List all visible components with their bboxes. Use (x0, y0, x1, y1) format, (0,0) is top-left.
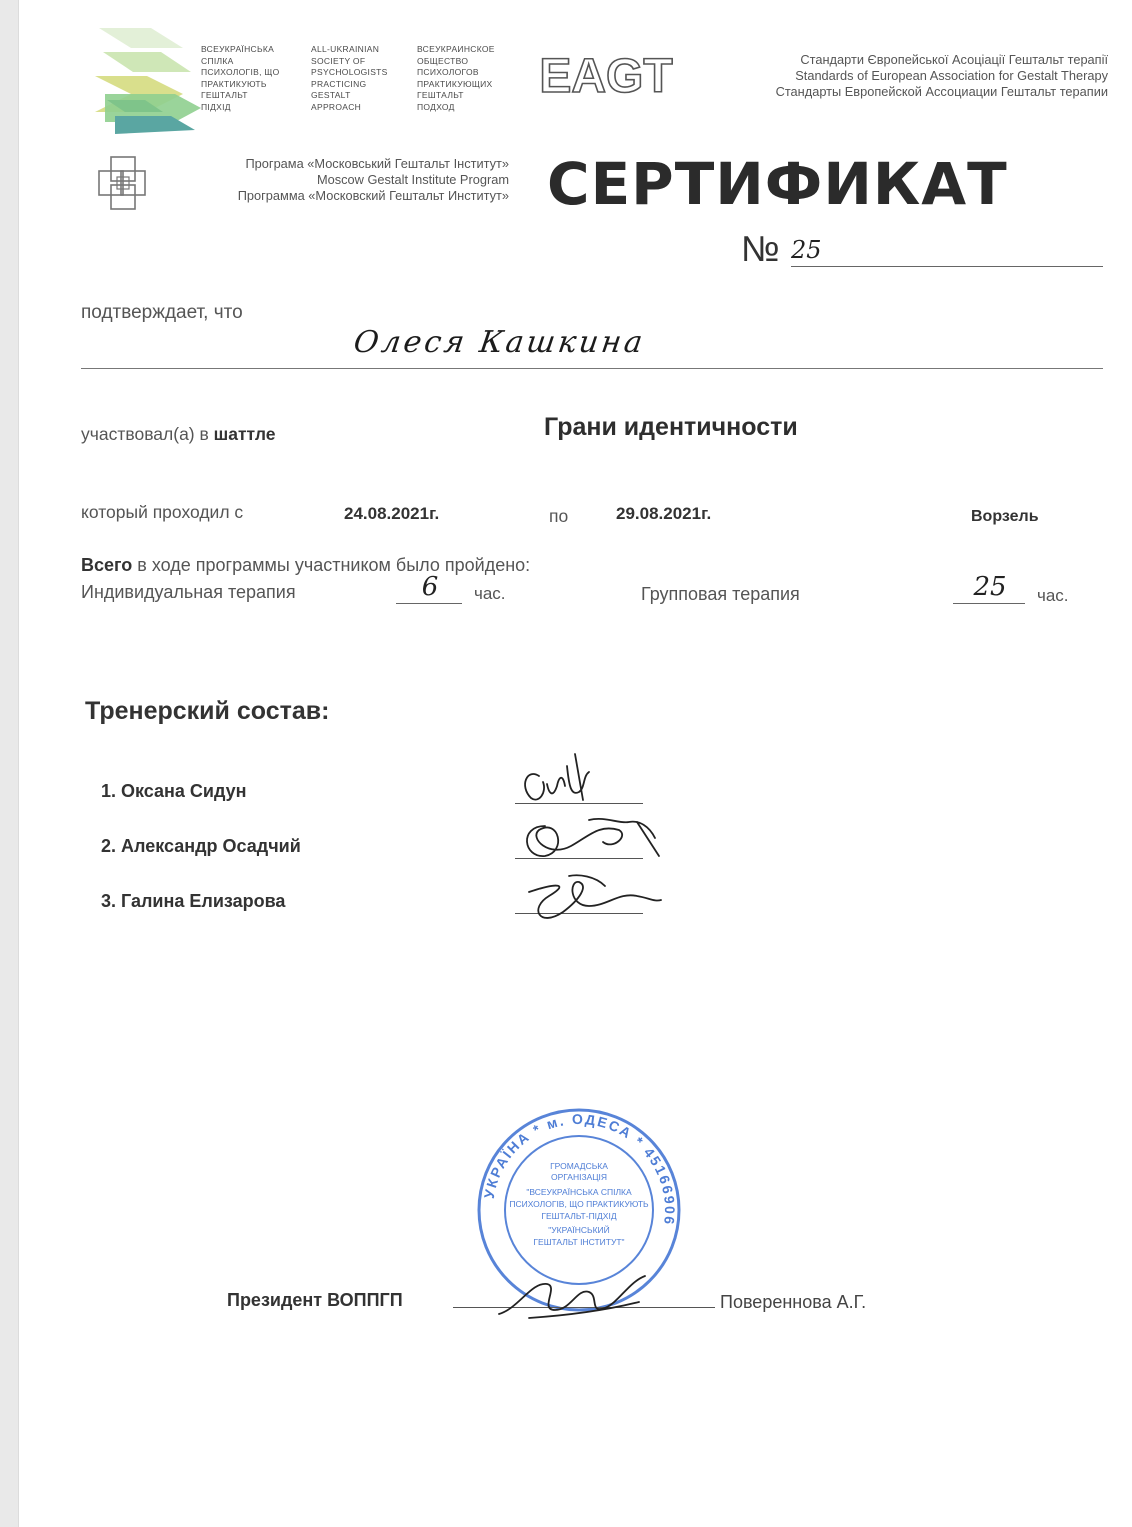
program-en: Moscow Gestalt Institute Program (316, 172, 509, 187)
individual-hours-underline (396, 603, 462, 604)
standards-ru: Стандарты Европейской Ассоциации Гештальт терапии (775, 84, 1108, 99)
total-rest: в ходе программы участником было пройдено: (132, 555, 531, 575)
date-to: 29.08.2021г. (616, 504, 712, 523)
trainer-item: 2. Александр Осадчий (101, 836, 301, 856)
total-bold: Всего (81, 555, 133, 575)
president-label: Президент ВОППГП (227, 1290, 403, 1310)
stamp-outer-text: УКРАЇНА * м. ОДЕСА * 45166906 (480, 1110, 679, 1228)
stamp-line: ГЕШТАЛЬТ ІНСТИТУТ" (533, 1237, 625, 1247)
certificate-number-underline (791, 266, 1103, 267)
program-ru: Программа «Московский Гештальт Институт» (237, 188, 509, 203)
mgi-program (169, 156, 509, 204)
certificate-number-value: 25 (791, 236, 822, 264)
trainer-signatures (509, 746, 669, 946)
certificate-title: СЕРТИФИКАТ (547, 150, 1008, 218)
eagt-logo-text: EAGT (539, 50, 673, 103)
to-label: по (549, 506, 569, 526)
total-statement (81, 555, 530, 576)
stamp-line: "УКРАЇНСЬКИЙ (548, 1225, 610, 1235)
stamp-line: ГРОМАДСЬКА (550, 1161, 608, 1171)
stamp-line: ОРГАНІЗАЦІЯ (550, 1172, 608, 1182)
participant-name-underline (81, 368, 1103, 369)
participated-text: участвовал(а) в (81, 424, 209, 444)
confirms-label: подтверждает, что (81, 302, 243, 323)
standards-en: Standards of European Association for Gestalt Therapy (795, 68, 1108, 83)
program-ua: Програма «Московський Гештальт Інститут» (245, 156, 509, 171)
certificate-sheet (18, 0, 1132, 1527)
trainer-item: 3. Галина Елизарова (101, 891, 286, 911)
group-therapy-label: Групповая терапия (641, 584, 800, 604)
stamp-line: ПСИХОЛОГІВ, ЩО ПРАКТИКУЮТЬ (509, 1199, 649, 1209)
group-hours-underline (953, 603, 1025, 604)
vsppgp-chevron-logo (91, 22, 211, 140)
place: Ворзель (971, 508, 1039, 525)
individual-hours-unit: час. (474, 584, 506, 603)
shuttle-title: Грани идентичности (544, 413, 798, 441)
held-label: который проходил с (81, 502, 244, 522)
trainers-heading: Тренерский состав: (85, 697, 330, 725)
mgi-logo (97, 155, 151, 211)
president-signature (489, 1258, 659, 1328)
individual-therapy-hours: 6 (421, 572, 439, 602)
participant-name: Олеся Кашкина (351, 325, 648, 360)
participated-label (81, 424, 276, 445)
eagt-standards (776, 52, 1108, 100)
president-name: Повереннова А.Г. (720, 1292, 867, 1312)
stamp-line: "ВСЕУКРАЇНСЬКА СПІЛКА (526, 1187, 632, 1197)
eagt-logo (539, 46, 673, 103)
stamp-line: ГЕШТАЛЬТ-ПІДХІД (541, 1211, 617, 1221)
org-name-en: ALL-UKRAINIAN SOCIETY OF PSYCHOLOGISTS PRACTICING GESTALT APPROACH (311, 44, 388, 112)
standards-ua: Стандарти Європейської Асоціації Гештальт терапії (800, 52, 1108, 67)
group-hours-unit: час. (1037, 586, 1069, 605)
org-name-ua: ВСЕУКРАЇНСЬКА СПІЛКА ПСИХОЛОГІВ, ЩО ПРАКТИКУЮТЬ ГЕШТАЛЬТ ПІДХІД (201, 44, 280, 112)
date-from: 24.08.2021г. (344, 504, 440, 523)
trainer-item: 1. Оксана Сидун (101, 781, 247, 801)
org-name-ru: ВСЕУКРАИНСКОЕ ОБЩЕСТВО ПСИХОЛОГОВ ПРАКТИКУЮЩИХ ГЕШТАЛЬТ ПОДХОД (417, 44, 495, 112)
participated-bold: шаттле (213, 424, 276, 444)
individual-therapy-label: Индивидуальная терапия (81, 582, 296, 602)
certificate-number-label: № (741, 228, 780, 269)
group-therapy-hours: 25 (973, 572, 1007, 602)
